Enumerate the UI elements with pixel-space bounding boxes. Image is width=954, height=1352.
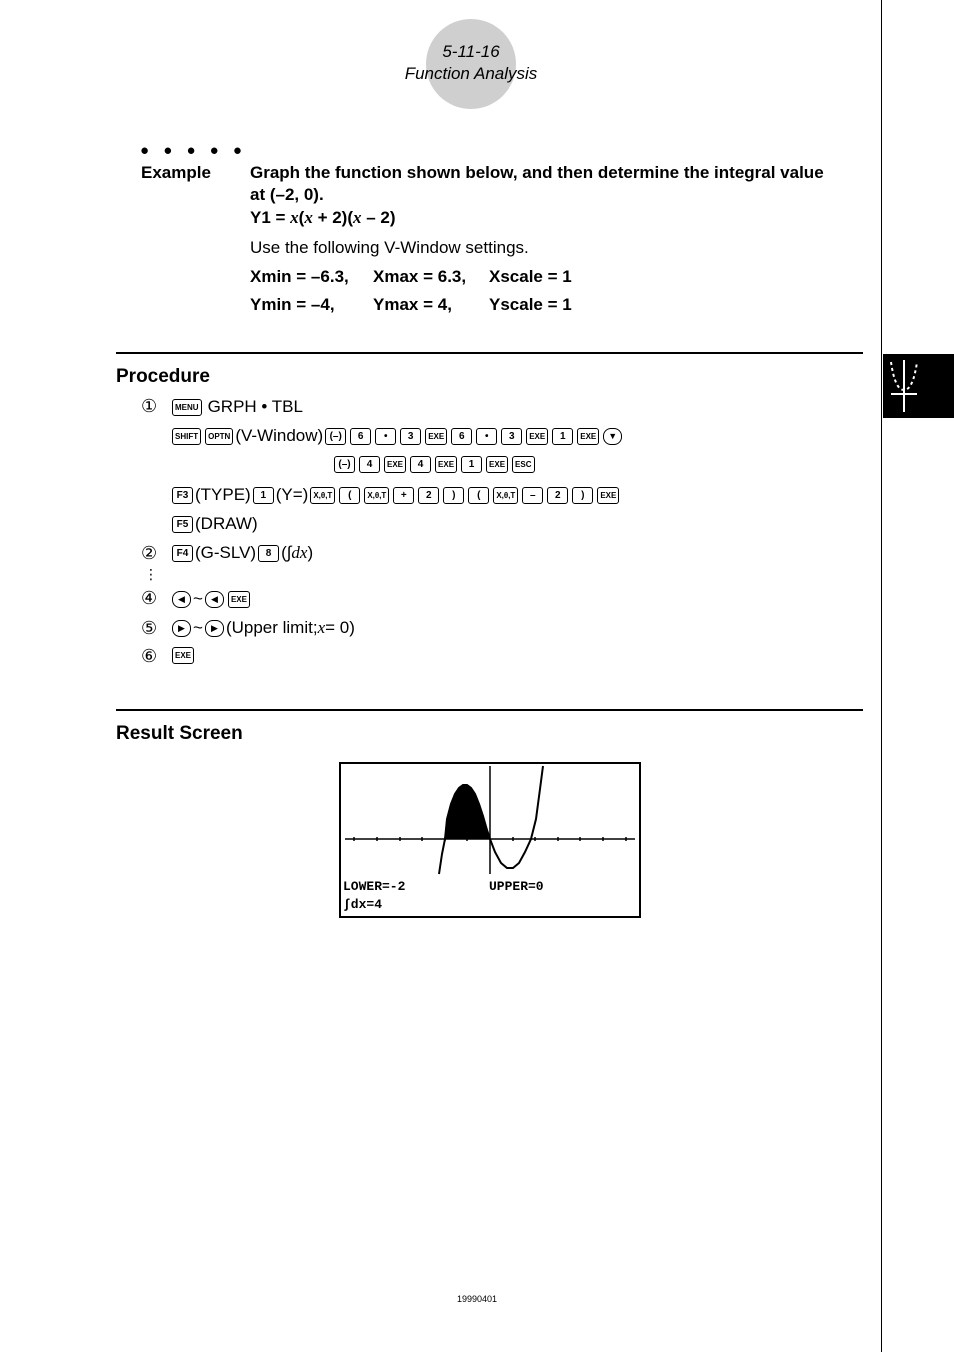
left-arrow-icon: ◀ — [205, 591, 224, 608]
step-4-line — [170, 589, 252, 609]
xmin: Xmin = –6.3, — [250, 267, 349, 286]
step-1-line-e — [170, 514, 258, 534]
exe-key: EXE — [384, 456, 406, 473]
optn-key: OPTN — [205, 428, 233, 445]
key-8: 8 — [258, 545, 279, 562]
procedure-rule — [116, 352, 863, 354]
rparen-key: ) — [572, 487, 593, 504]
upper-limit-x: x — [317, 618, 326, 637]
v-window-label: (V-Window) — [235, 426, 324, 445]
type-label: (TYPE) — [195, 485, 251, 504]
xmax: Xmax = 6.3, — [373, 267, 467, 286]
example-function: Y1 = x(x + 2)(x – 2) — [250, 208, 396, 227]
key-2: 2 — [418, 487, 439, 504]
upper-limit-pre: (Upper limit; — [225, 618, 318, 637]
step-ellipsis: ⋮ — [144, 566, 158, 582]
xtheta-key: X,θ,T — [364, 487, 389, 504]
integral-close: ) — [307, 543, 314, 562]
settings-intro: Use the following V-Window settings. — [250, 238, 529, 257]
f4-key: F4 — [172, 545, 193, 562]
tilde: ~ — [193, 589, 203, 608]
section-title: Function Analysis — [404, 64, 538, 83]
menu-key: MENU — [172, 399, 202, 416]
right-arrow-icon: ▶ — [172, 620, 191, 637]
screen-lower-text: LOWER=-2 — [343, 879, 406, 894]
xtheta-key: X,θ,T — [493, 487, 518, 504]
step-5-line — [170, 618, 355, 638]
exe-key: EXE — [526, 428, 548, 445]
step-6-marker: ⑥ — [141, 646, 158, 666]
step-1-line-d — [170, 485, 621, 505]
lparen-key: ( — [468, 487, 489, 504]
chapter-thumb-tab — [883, 354, 954, 418]
yscale: Yscale = 1 — [489, 295, 572, 314]
integral-open: (∫ — [281, 543, 292, 562]
calculator-function-icon — [883, 354, 954, 418]
minus-key: – — [522, 487, 543, 504]
key-1: 1 — [552, 428, 573, 445]
xtheta-key: X,θ,T — [310, 487, 335, 504]
tilde: ~ — [193, 618, 203, 637]
page-edge-line — [881, 0, 882, 1352]
key-4: 4 — [410, 456, 431, 473]
screen-integral-text: ∫dx=4 — [343, 897, 383, 912]
example-line2: at (–2, 0). — [250, 185, 324, 204]
step-1-line-b — [170, 426, 624, 446]
down-arrow-icon: ▼ — [603, 428, 622, 445]
esc-key: ESC — [512, 456, 534, 473]
shift-key: SHIFT — [172, 428, 201, 445]
graph-svg — [341, 764, 639, 916]
neg-key: (–) — [334, 456, 355, 473]
procedure-heading: Procedure — [116, 366, 210, 387]
key-3: 3 — [400, 428, 421, 445]
key-4: 4 — [359, 456, 380, 473]
exe-key: EXE — [597, 487, 619, 504]
footer-code: 19990401 — [456, 1294, 498, 1304]
key-1: 1 — [253, 487, 274, 504]
step-1-line-c — [332, 456, 537, 473]
exe-key: EXE — [577, 428, 599, 445]
dot-key: • — [476, 428, 497, 445]
key-6: 6 — [451, 428, 472, 445]
ymax: Ymax = 4, — [373, 295, 452, 314]
exe-key: EXE — [172, 647, 194, 664]
step-1-line-a — [170, 397, 303, 417]
neg-key: (–) — [325, 428, 346, 445]
step-1-marker: ① — [141, 396, 158, 416]
key-6: 6 — [350, 428, 371, 445]
grph-tbl-label: GRPH • TBL — [207, 397, 303, 416]
f5-key: F5 — [172, 516, 193, 533]
key-1: 1 — [461, 456, 482, 473]
result-heading: Result Screen — [116, 723, 243, 744]
y-eq-label: (Y=) — [275, 485, 309, 504]
step-6-line — [170, 647, 196, 664]
draw-label: (DRAW) — [195, 514, 258, 533]
step-5-marker: ⑤ — [141, 618, 158, 638]
exe-key: EXE — [435, 456, 457, 473]
dot-key: • — [375, 428, 396, 445]
calculator-result-screen — [339, 762, 641, 918]
plus-key: + — [393, 487, 414, 504]
result-rule — [116, 709, 863, 711]
exe-key: EXE — [486, 456, 508, 473]
integral-dx: dx — [291, 543, 308, 562]
example-dots: ● ● ● ● ● — [140, 142, 247, 159]
g-slv-label: (G-SLV) — [195, 543, 257, 562]
page-number: 5-11-16 — [442, 42, 500, 61]
left-arrow-icon: ◀ — [172, 591, 191, 608]
integral-shaded-region — [445, 785, 490, 839]
rparen-key: ) — [443, 487, 464, 504]
upper-limit-post: = 0) — [325, 618, 355, 637]
f3-key: F3 — [172, 487, 193, 504]
step-4-marker: ④ — [141, 588, 158, 608]
right-arrow-icon: ▶ — [205, 620, 224, 637]
key-2: 2 — [547, 487, 568, 504]
xscale: Xscale = 1 — [489, 267, 572, 286]
ymin: Ymin = –4, — [250, 295, 335, 314]
screen-upper-text: UPPER=0 — [489, 879, 544, 894]
exe-key: EXE — [228, 591, 250, 608]
exe-key: EXE — [425, 428, 447, 445]
key-3: 3 — [501, 428, 522, 445]
step-2-marker: ② — [141, 543, 158, 563]
lparen-key: ( — [339, 487, 360, 504]
step-2-line — [170, 543, 313, 563]
example-label: Example — [141, 163, 211, 182]
example-line1: Graph the function shown below, and then determine the integral value — [250, 163, 824, 182]
